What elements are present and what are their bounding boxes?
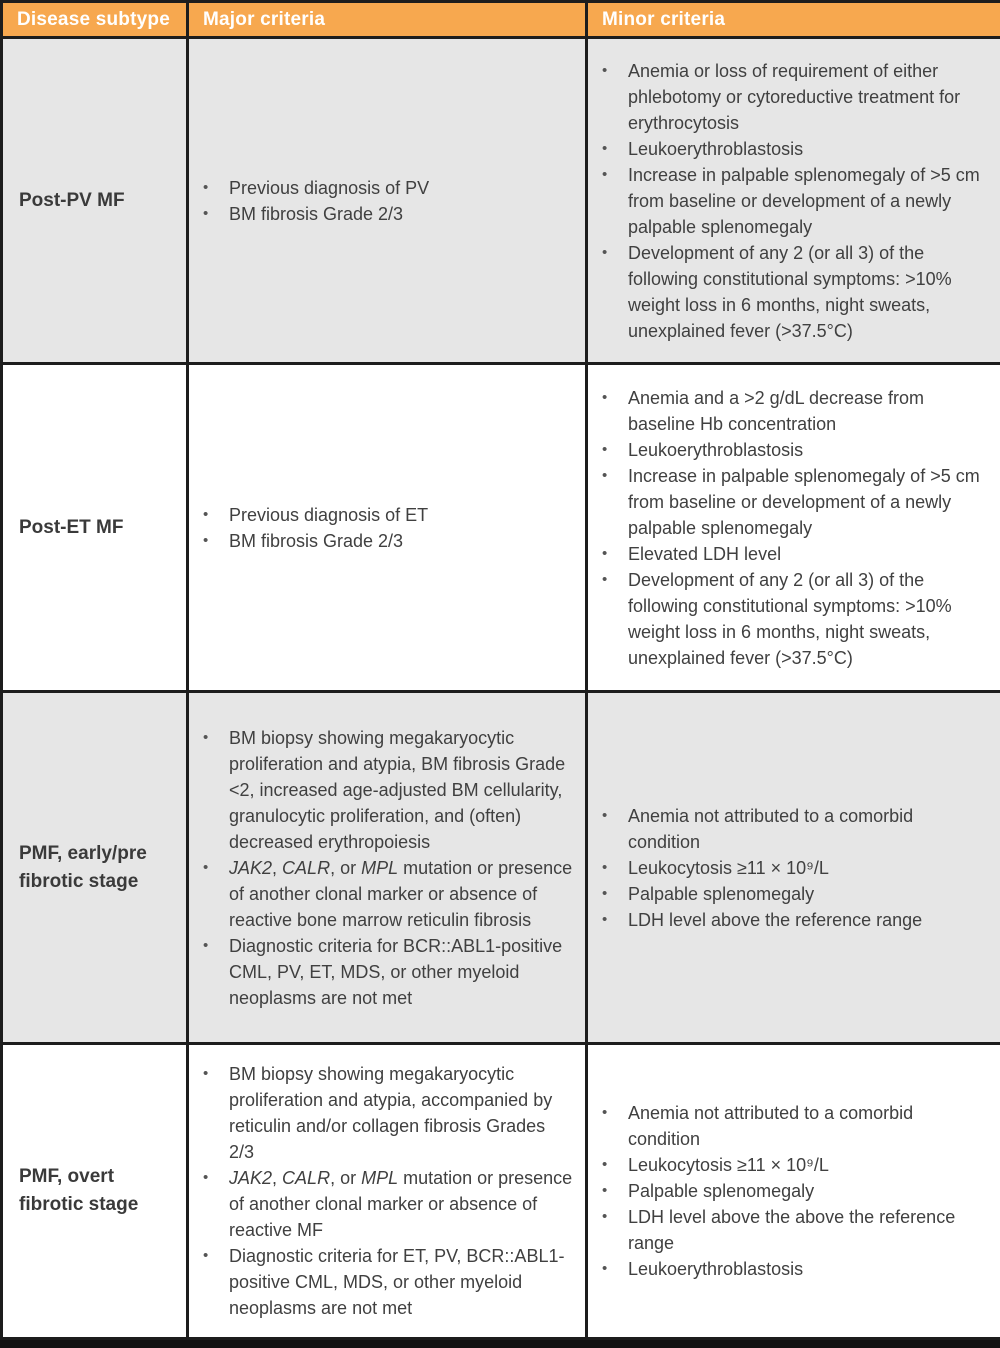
subtype-cell: Post-PV MF bbox=[2, 38, 188, 364]
subtype-cell: PMF, overt fibrotic stage bbox=[2, 1044, 188, 1339]
bullet-item: • Increase in palpable splenomegaly of >5 cm from baseline or development of a newly palpable splenomegaly bbox=[588, 463, 990, 541]
bullet-list bbox=[189, 725, 575, 1011]
bullet-item: • Previous diagnosis of ET bbox=[189, 502, 575, 528]
minor-criteria-cell bbox=[587, 38, 1000, 364]
bullet-list bbox=[189, 1061, 575, 1321]
bullet-item: • JAK2, CALR, or MPL mutation or presence of another clonal marker or absence of reactive bone marrow reticulin fibrosis bbox=[189, 855, 575, 933]
minor-criteria-cell bbox=[587, 364, 1000, 692]
bullet-item: • Leukoerythroblastosis bbox=[588, 1256, 990, 1282]
table-row bbox=[2, 692, 1000, 1044]
bullet-item: • BM biopsy showing megakaryocytic proliferation and atypia, BM fibrosis Grade <2, increased age-adjusted BM cellularity, granulocytic proliferation, and (often) decreased erythropoiesis bbox=[189, 725, 575, 855]
minor-criteria-cell bbox=[587, 1044, 1000, 1339]
bullet-item: • BM fibrosis Grade 2/3 bbox=[189, 528, 575, 554]
criteria-table-body bbox=[2, 38, 1000, 1339]
bullet-list bbox=[189, 502, 575, 554]
bullet-item: • Anemia and a >2 g/dL decrease from baseline Hb concentration bbox=[588, 385, 990, 437]
bullet-item: • Anemia not attributed to a comorbid condition bbox=[588, 803, 990, 855]
header-row bbox=[2, 2, 1000, 38]
bullet-item: • Palpable splenomegaly bbox=[588, 1178, 990, 1204]
bullet-item: • Elevated LDH level bbox=[588, 541, 990, 567]
bullet-list bbox=[588, 1100, 990, 1282]
table-header bbox=[2, 2, 1000, 38]
bullet-item: • Development of any 2 (or all 3) of the following constitutional symptoms: >10% weight loss in 6 months, night sweats, unexplained fever (>37.5°C) bbox=[588, 567, 990, 671]
bullet-item: • Anemia or loss of requirement of either phlebotomy or cytoreductive treatment for erythrocytosis bbox=[588, 58, 990, 136]
header-cell-major-criteria: Major criteria bbox=[188, 2, 587, 38]
subtype-cell: Post-ET MF bbox=[2, 364, 188, 692]
subtype-cell: PMF, early/pre fibrotic stage bbox=[2, 692, 188, 1044]
major-criteria-cell bbox=[188, 364, 587, 692]
table-row bbox=[2, 38, 1000, 364]
bullet-item: • LDH level above the above the reference range bbox=[588, 1204, 990, 1256]
bullet-item: • Leukocytosis ≥11 × 10⁹/L bbox=[588, 1152, 990, 1178]
bullet-list bbox=[189, 175, 575, 227]
header-cell-minor-criteria: Minor criteria bbox=[587, 2, 1000, 38]
bullet-item: • Previous diagnosis of PV bbox=[189, 175, 575, 201]
bullet-item: • Diagnostic criteria for ET, PV, BCR::ABL1-positive CML, MDS, or other myeloid neoplasms are not met bbox=[189, 1243, 575, 1321]
bullet-list bbox=[588, 58, 990, 344]
table-row bbox=[2, 1044, 1000, 1339]
bullet-list bbox=[588, 385, 990, 671]
bullet-item: • Anemia not attributed to a comorbid condition bbox=[588, 1100, 990, 1152]
major-criteria-cell bbox=[188, 38, 587, 364]
bullet-item: • JAK2, CALR, or MPL mutation or presence of another clonal marker or absence of reactive MF bbox=[189, 1165, 575, 1243]
bullet-list bbox=[588, 803, 990, 933]
major-criteria-cell bbox=[188, 692, 587, 1044]
bullet-item: • BM fibrosis Grade 2/3 bbox=[189, 201, 575, 227]
major-criteria-cell bbox=[188, 1044, 587, 1339]
bullet-item: • Increase in palpable splenomegaly of >5 cm from baseline or development of a newly palpable splenomegaly bbox=[588, 162, 990, 240]
bullet-item: • Leukoerythroblastosis bbox=[588, 136, 990, 162]
bullet-item: • BM biopsy showing megakaryocytic proliferation and atypia, accompanied by reticulin and/or collagen fibrosis Grades 2/3 bbox=[189, 1061, 575, 1165]
bullet-item: • Development of any 2 (or all 3) of the following constitutional symptoms: >10% weight loss in 6 months, night sweats, unexplained fever (>37.5°C) bbox=[588, 240, 990, 344]
bullet-item: • Leukocytosis ≥11 × 10⁹/L bbox=[588, 855, 990, 881]
bullet-item: • LDH level above the reference range bbox=[588, 907, 990, 933]
header-cell-disease-subtype: Disease subtype bbox=[2, 2, 188, 38]
bullet-item: • Diagnostic criteria for BCR::ABL1-positive CML, PV, ET, MDS, or other myeloid neoplasms are not met bbox=[189, 933, 575, 1011]
minor-criteria-cell bbox=[587, 692, 1000, 1044]
table-row bbox=[2, 364, 1000, 692]
bullet-item: • Leukoerythroblastosis bbox=[588, 437, 990, 463]
bullet-item: • Palpable splenomegaly bbox=[588, 881, 990, 907]
